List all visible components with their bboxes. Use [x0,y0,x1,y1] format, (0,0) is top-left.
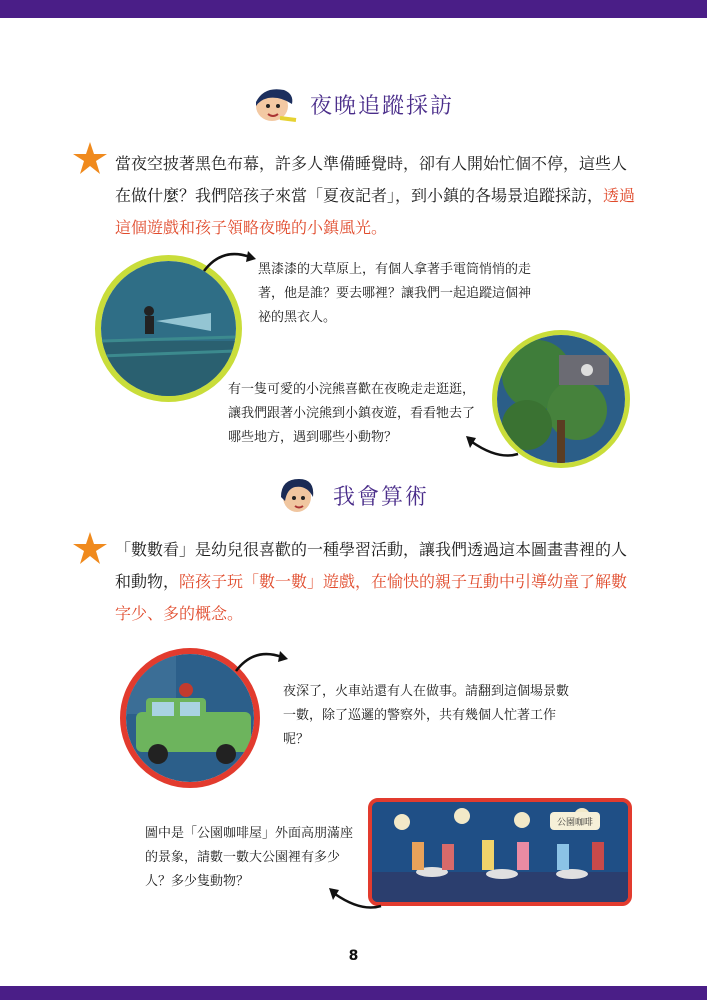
page-number: 8 [348,948,359,964]
night-meadow-illustration [95,255,242,402]
curved-arrow-icon [232,645,292,675]
caption-train-station: 夜深了，火車站還有人在做事。請翻到這個場景數一數，除了巡邏的警察外，共有幾個人忙著工作呢？ [283,684,570,747]
park-cafe-illustration [368,798,632,906]
caption-park-cafe: 圖中是「公園咖啡屋」外面高朋滿座的景象，請數一數大公園裡有多少人？多少隻動物？ [145,826,354,889]
curved-arrow-icon [200,245,260,275]
bottom-band [0,986,707,1000]
section1-paragraph: 當夜空披著黑色布幕，許多人準備睡覺時，卻有人開始忙個不停，這些人在做什麼？我們陪孩子來當「夏夜記者」，到小鎮的各場景追蹤採訪，透過這個遊戲和孩子領略夜晚的小鎮風光。 [115,154,636,237]
star-icon [72,140,108,176]
curved-arrow-icon [325,882,385,912]
star-icon [72,530,108,566]
curved-arrow-icon [462,430,522,460]
section-title-night-interview [250,84,454,124]
section-title-text: 夜晚追蹤採訪 [310,93,455,119]
section-title-arithmetic [273,475,429,515]
top-band [0,0,707,18]
section2-paragraph: 「數數看」是幼兒很喜歡的一種學習活動，讓我們透過這本圖畫書裡的人和動物，陪孩子玩「數一數」遊戲，在愉快的親子互動中引導幼童了解數字少、多的概念。 [115,540,628,623]
cafe-sign: 公園咖啡 [556,818,594,828]
section-title-text: 我會算術 [333,484,430,510]
girl-face-icon [273,475,321,515]
caption-dark-figure: 黑漆漆的大草原上，有個人拿著手電筒悄悄的走著，他是誰？要去哪裡？讓我們一起追蹤這個神祕的黑衣人。 [258,262,532,325]
caption-raccoon: 有一隻可愛的小浣熊喜歡在夜晚走走逛逛，讓我們跟著小浣熊到小鎮夜遊，看看牠去了哪些地方，遇到哪些小動物？ [228,382,476,445]
boy-face-icon [250,84,298,124]
